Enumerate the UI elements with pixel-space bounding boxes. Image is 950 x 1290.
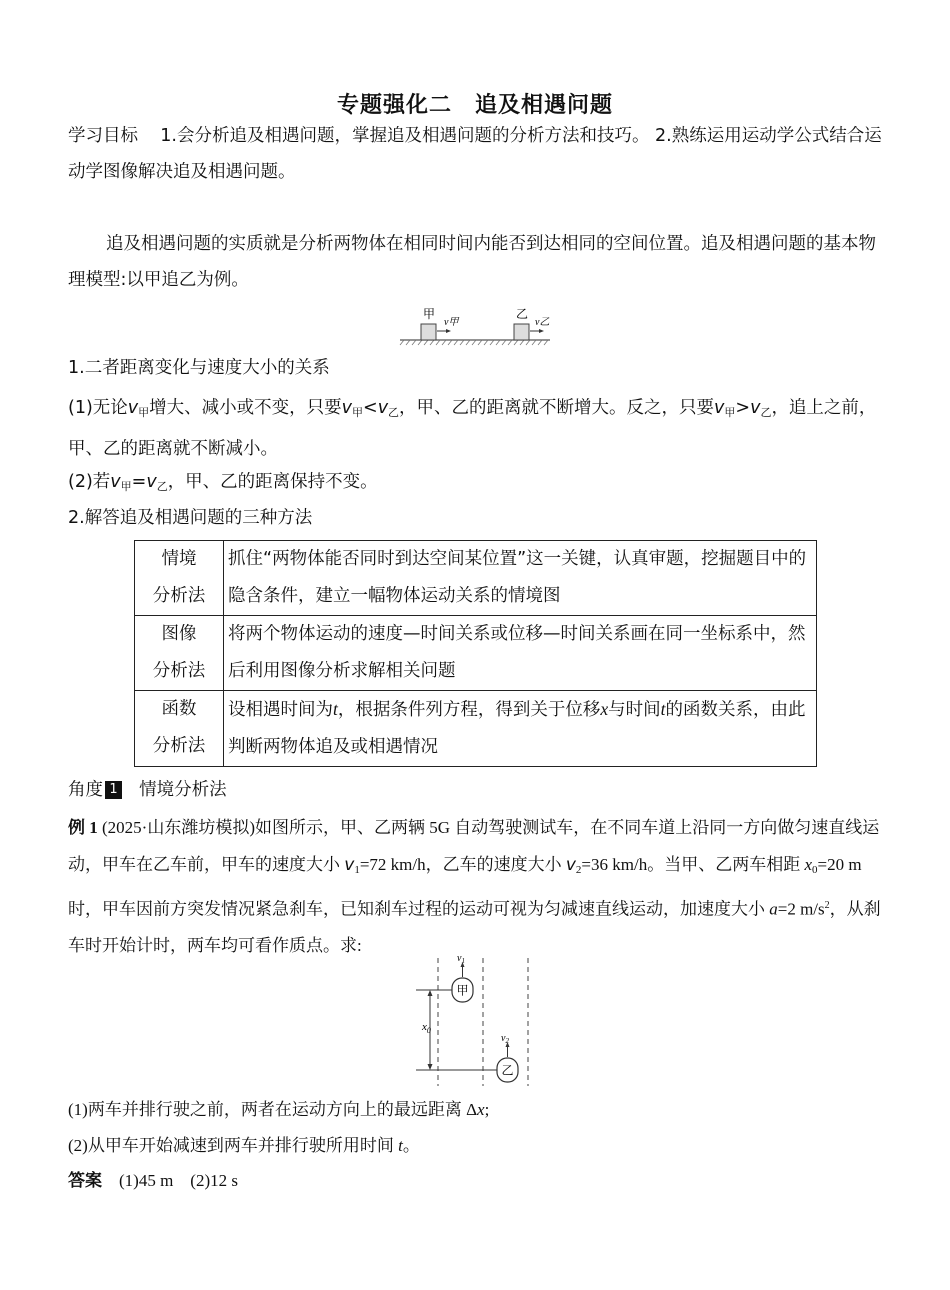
v1-label: $v_1$ [457, 953, 465, 965]
objectives-label: 学习目标 [68, 126, 138, 146]
example-1: 例 1 (2025·山东潍坊模拟)如图所示，甲、乙两辆 5G 自动驾驶测试车，在不同车道上沿同一方向做匀速直线运动，甲车在乙车前，甲车的速度大小 $v_1=72$ km/h，乙车的速度大小 $v_2=36$ km/h。当甲、乙两车相距 $x_0=20$ m 时，甲车因前方突发情况紧急刹车，已知刹车过程的运动可视为匀减速直线运动，加速度大小 a=2 $m/s^2$，从刹车时开始计时，两车均可看作质点。求: [68, 818, 881, 956]
answer [68, 1163, 883, 1199]
method-name: 函数 分析法 [135, 691, 224, 767]
x0-label: $x_0$ [422, 1021, 431, 1035]
block-yi [514, 324, 529, 340]
question-1: (1)两车并排行驶之前，两者在运动方向上的最远距离 Δx; [68, 1100, 490, 1119]
answer-text: (1)45 m (2)12 s [119, 1171, 238, 1190]
section1-heading: 1.二者距离变化与速度大小的关系 [68, 358, 330, 378]
section2-heading: 2.解答追及相遇问题的三种方法 [68, 508, 313, 528]
label-yi: 乙 [516, 307, 529, 321]
method-description: 设相遇时间为t，根据条件列方程，得到关于位移x与时间t的函数关系，由此判断两物体追及或相遇情况 [224, 691, 817, 767]
angle-title: 情境分析法 [139, 780, 227, 800]
table-row [135, 616, 817, 691]
example-label: 例 1 [68, 818, 98, 837]
method-description: 抓住“两物体能否同时到达空间某位置”这一关键，认真审题，挖掘题目中的隐含条件，建立一幅物体运动关系的情境图 [224, 541, 817, 616]
answer-label: 答案 [68, 1171, 102, 1191]
car-yi-label: 乙 [501, 1063, 514, 1078]
label-jia: 甲 [423, 307, 436, 321]
page-title: 专题强化二 追及相遇问题 [336, 93, 613, 118]
chase-model-figure [396, 304, 554, 346]
table-row [135, 691, 817, 767]
velocity-jia-label: v甲 [444, 317, 459, 328]
angle-number-badge: 1 [105, 781, 122, 799]
velocity-yi-label: v乙 [535, 317, 550, 328]
objectives-text: 1.会分析追及相遇问题，掌握追及相遇问题的分析方法和技巧。 2.熟练运用运动学公式结合运动学图像解决追及相遇问题。 [68, 126, 882, 182]
two-lane-cars-figure [410, 950, 540, 1090]
block-jia [421, 324, 436, 340]
table-row [135, 541, 817, 616]
method-description: 将两个物体运动的速度—时间关系或位移—时间关系画在同一坐标系中，然后利用图像分析求解相关问题 [224, 616, 817, 691]
methods-table [134, 540, 817, 767]
angle-prefix: 角度 [68, 780, 103, 800]
question-2: (2)从甲车开始减速到两车并排行驶所用时间 t。 [68, 1136, 420, 1155]
v2-label: $v_2$ [501, 1033, 509, 1045]
section1-point1: (1)无论$v_甲$增大、减小或不变，只要$v_甲<v_乙$，甲、乙的距离就不断增大。反之，只要$v_甲>v_乙$，追上之前，甲、乙的距离就不断减小。 [68, 398, 877, 459]
example-source: (2025·山东潍坊模拟) [102, 818, 255, 837]
car-jia-label: 甲 [456, 983, 469, 998]
angle-heading [68, 772, 883, 808]
method-name: 图像 分析法 [135, 616, 224, 691]
section1-point2: (2)若$v_甲=v_乙$，甲、乙的距离保持不变。 [68, 472, 378, 493]
method-name: 情境 分析法 [135, 541, 224, 616]
learning-objectives [68, 118, 883, 190]
intro-paragraph: 追及相遇问题的实质就是分析两物体在相同时间内能否到达相同的空间位置。追及相遇问题的基本物理模型:以甲追乙为例。 [68, 234, 876, 290]
